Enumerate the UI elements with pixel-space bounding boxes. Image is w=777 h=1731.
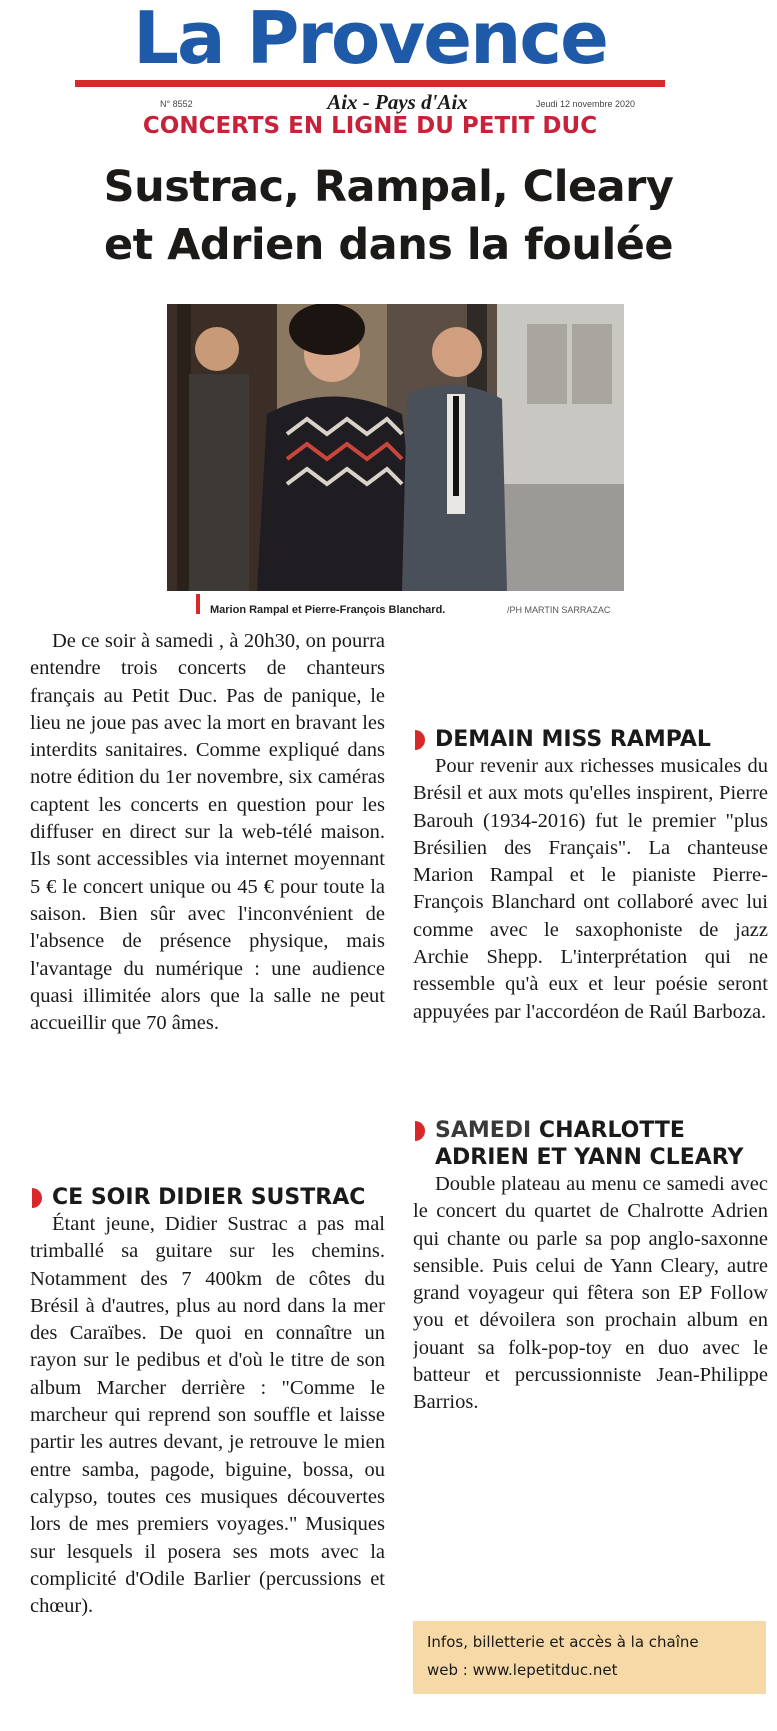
section-heading: [413, 726, 768, 753]
edition-date: Jeudi 12 novembre 2020: [535, 99, 635, 109]
section-marker-icon: [415, 730, 425, 750]
section-heading: [413, 1117, 768, 1144]
info-box: [413, 1621, 766, 1694]
article-column-right: [413, 628, 768, 1471]
newspaper-logo: La Provence: [133, 0, 607, 80]
photo-credit: /PH MARTIN SARRAZAC: [507, 605, 611, 615]
info-line: Infos, billetterie et accès à la chaîne: [427, 1633, 699, 1651]
article-headline: [40, 158, 737, 274]
masthead: [75, 2, 665, 90]
article-photo: [167, 304, 624, 591]
section-title: CHARLOTTE: [538, 1118, 685, 1143]
section-title-day: SAMEDI: [435, 1118, 532, 1143]
headline-line: et Adrien dans la foulée: [103, 220, 674, 270]
edition-row: [160, 90, 635, 114]
photo-caption: [196, 598, 636, 616]
section-title: ADRIEN ET YANN CLEARY: [435, 1145, 744, 1170]
issue-number: N° 8552: [160, 99, 193, 109]
section-heading-line2: [413, 1144, 768, 1171]
info-link[interactable]: web : www.lepetitduc.net: [427, 1661, 618, 1679]
caption-text: Marion Rampal et Pierre-François Blanchard.: [210, 604, 446, 616]
section-body: Double plateau au menu ce samedi avec le concert du quartet de Chalrotte Adrien qui chante ou parle sa pop anglo-saxonne sensible. Puis celui de Yann Cleary, autre grand voyageur qui fêtera son EP Follow you et dévoilera son prochain album en jouant sa folk-pop-toy en duo avec le batteur et percussionniste Jean-Philippe Barrios.: [413, 1173, 768, 1414]
edition-name: Aix - Pays d'Aix: [327, 90, 468, 114]
masthead-rule: [75, 80, 665, 87]
section-title: DEMAIN MISS RAMPAL: [435, 727, 711, 752]
article-kicker: CONCERTS EN LIGNE DU PETIT DUC: [142, 113, 598, 139]
article-column-left: [30, 628, 385, 1731]
section-marker-icon: [415, 1121, 425, 1141]
section-body: Pour revenir aux richesses musicales du Brésil et aux mots qu'elles inspirent, Pierre Barouh (1934-2016) fut le premier "plus Brésilien des Français". La chanteuse Marion Rampal et le pianiste Pierre-François Blanchard ont collaboré avec lui comme avec le saxophoniste de jazz Archie Shepp. L'interprétation qui ne ressemble qu'à eux et leur poésie seront appuyées par l'accordéon de Raúl Barboza.: [413, 755, 768, 1023]
section-title: CE SOIR DIDIER SUSTRAC: [52, 1185, 366, 1210]
headline-line: Sustrac, Rampal, Cleary: [103, 162, 674, 212]
article-intro: De ce soir à samedi , à 20h30, on pourra entendre trois concerts de chanteurs français au Petit Duc. Pas de panique, le lieu ne joue pas avec la mort en bravant les interdits sanitaires. Comme expliqué dans notre édition du 1er novembre, six caméras captent les concerts en question pour les diffuser en direct sur la web-télé maison. Ils sont accessibles via internet moyennant 5 € le concert unique ou 45 € pour toute la saison. Bien sûr avec l'inconvénient de l'absence de présence physique, mais l'avantage du numérique : une audience quasi illimitée alors que la salle ne peut accueillir que 70 âmes.: [30, 630, 385, 1035]
section-body: Étant jeune, Didier Sustrac a pas mal trimballé sa guitare sur les chemins. Notamment des 7 400km de côtes du Brésil à d'autres, plus au nord dans la mer des Caraïbes. De quoi en connaître un rayon sur le pedibus et d'où le titre de son album Marcher derrière : "Comme le marcheur qui reprend son souffle et laisse partir les autres devant, je retrouve le mien entre samba, pagode, biguine, bossa, ou calypso, toutes ces musiques découvertes lors de mes premiers voyages." Musiques sur lesquels il posera ses mots avec la complicité d'Odile Barlier (percussions et chœur).: [30, 1213, 385, 1618]
section-heading: [30, 1184, 385, 1211]
section-marker-icon: [32, 1188, 42, 1208]
